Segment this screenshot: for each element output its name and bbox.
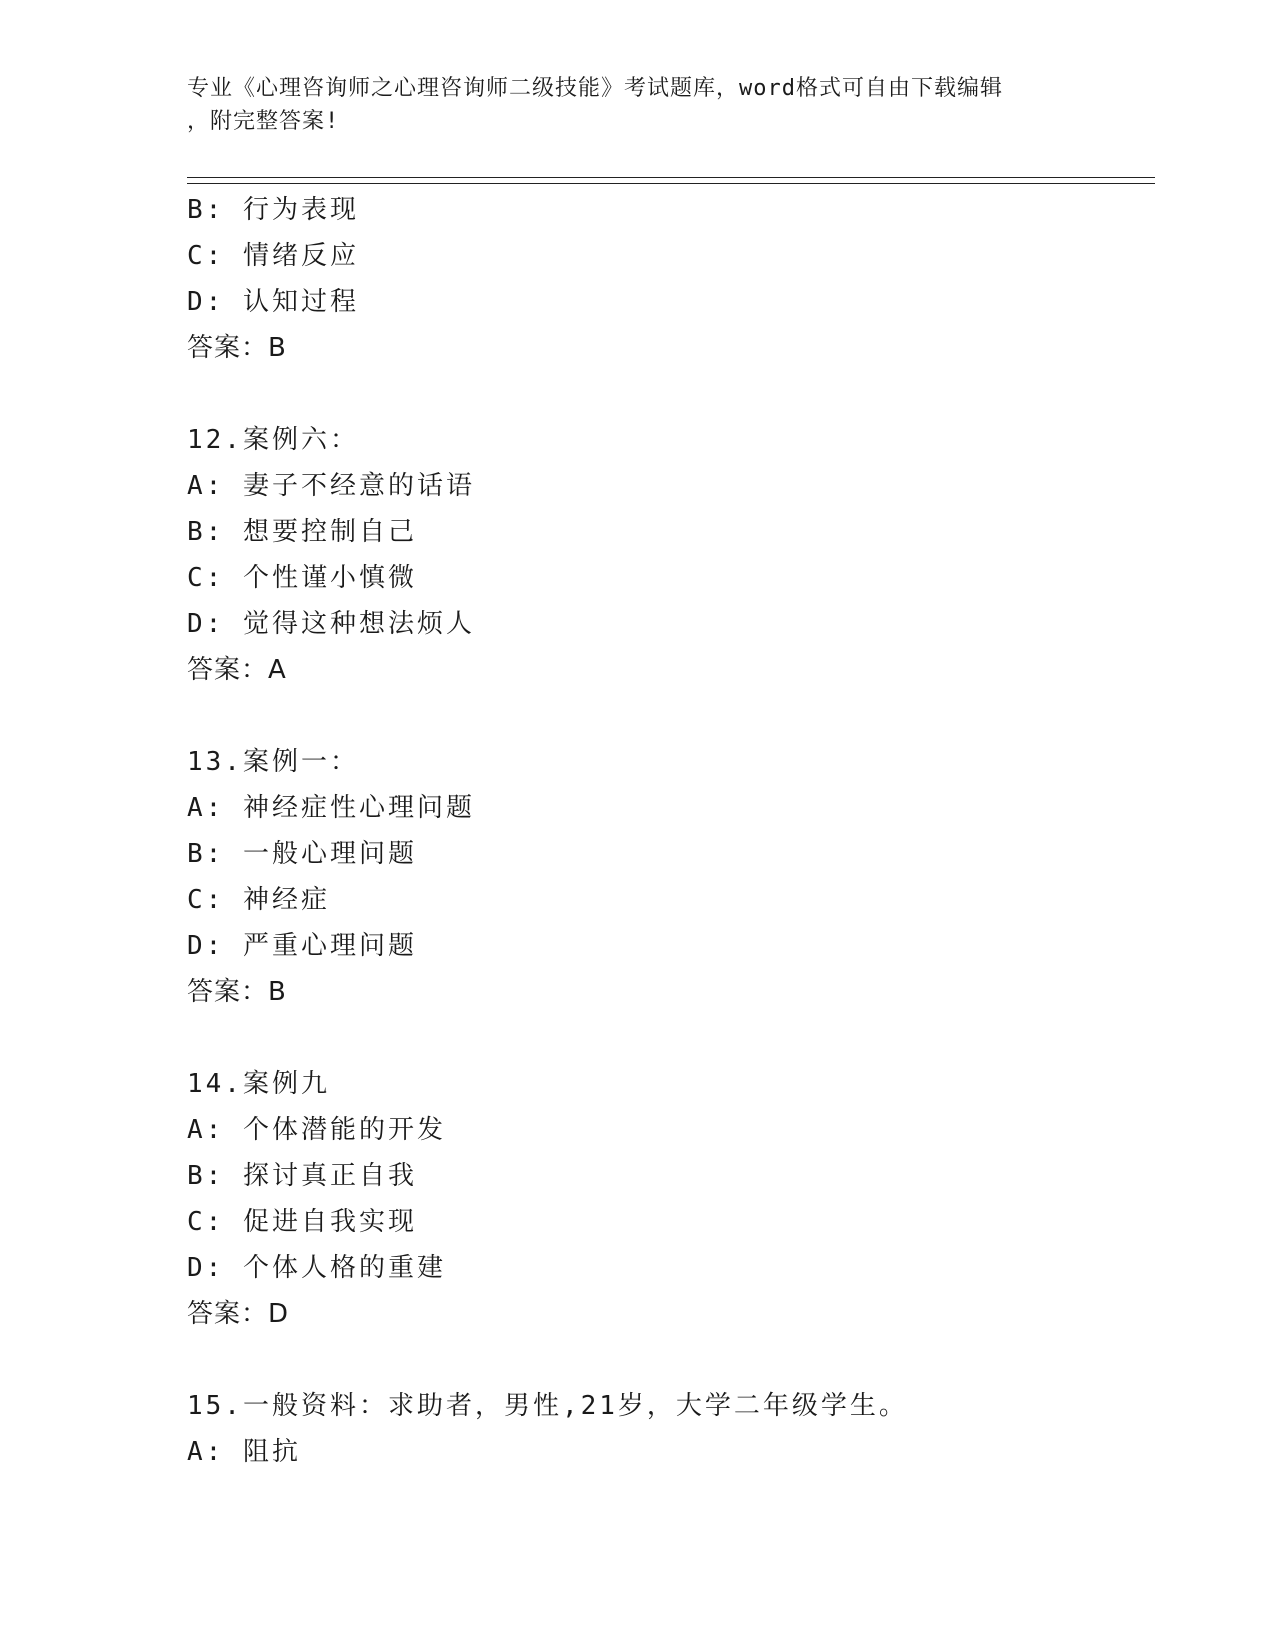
option-a: A: 阻抗 <box>187 1437 301 1467</box>
answer-line: 答案：B <box>187 333 287 363</box>
question-title: 14.案例九 <box>187 1069 330 1099</box>
option-b: B: 行为表现 <box>187 195 359 225</box>
header-line-1: 专业《心理咨询师之心理咨询师二级技能》考试题库，word格式可自由下载编辑 <box>187 76 1003 101</box>
question-title: 12.案例六： <box>187 425 359 455</box>
question-title: 15.一般资料：求助者，男性,21岁，大学二年级学生。 <box>187 1391 908 1421</box>
answer-line: 答案：A <box>187 655 287 685</box>
answer-line: 答案：B <box>187 977 287 1007</box>
option-c: C: 神经症 <box>187 885 330 915</box>
question-13 <box>187 739 1137 1015</box>
option-c: C: 个性谨小慎微 <box>187 563 417 593</box>
answer-line: 答案：D <box>187 1299 290 1329</box>
option-b: B: 想要控制自己 <box>187 517 417 547</box>
header-divider-top <box>187 177 1155 178</box>
header-line-2: ，附完整答案! <box>187 109 340 134</box>
option-a: A: 妻子不经意的话语 <box>187 471 475 501</box>
option-d: D: 严重心理问题 <box>187 931 417 961</box>
spacer <box>187 1337 1137 1383</box>
option-b: B: 探讨真正自我 <box>187 1161 417 1191</box>
spacer <box>187 1015 1137 1061</box>
option-c: C: 促进自我实现 <box>187 1207 417 1237</box>
option-a: A: 神经症性心理问题 <box>187 793 475 823</box>
spacer <box>187 371 1137 417</box>
option-a: A: 个体潜能的开发 <box>187 1115 446 1145</box>
option-d: D: 认知过程 <box>187 287 359 317</box>
option-b: B: 一般心理问题 <box>187 839 417 869</box>
spacer <box>187 693 1137 739</box>
question-15 <box>187 1383 1137 1475</box>
question-14 <box>187 1061 1137 1337</box>
header-divider-bottom <box>187 183 1155 184</box>
question-list <box>187 187 1137 1475</box>
option-d: D: 觉得这种想法烦人 <box>187 609 475 639</box>
option-c: C: 情绪反应 <box>187 241 359 271</box>
question-12 <box>187 417 1137 693</box>
question-11-partial <box>187 187 1137 371</box>
option-d: D: 个体人格的重建 <box>187 1253 446 1283</box>
question-title: 13.案例一： <box>187 747 359 777</box>
document-header <box>187 72 1087 138</box>
